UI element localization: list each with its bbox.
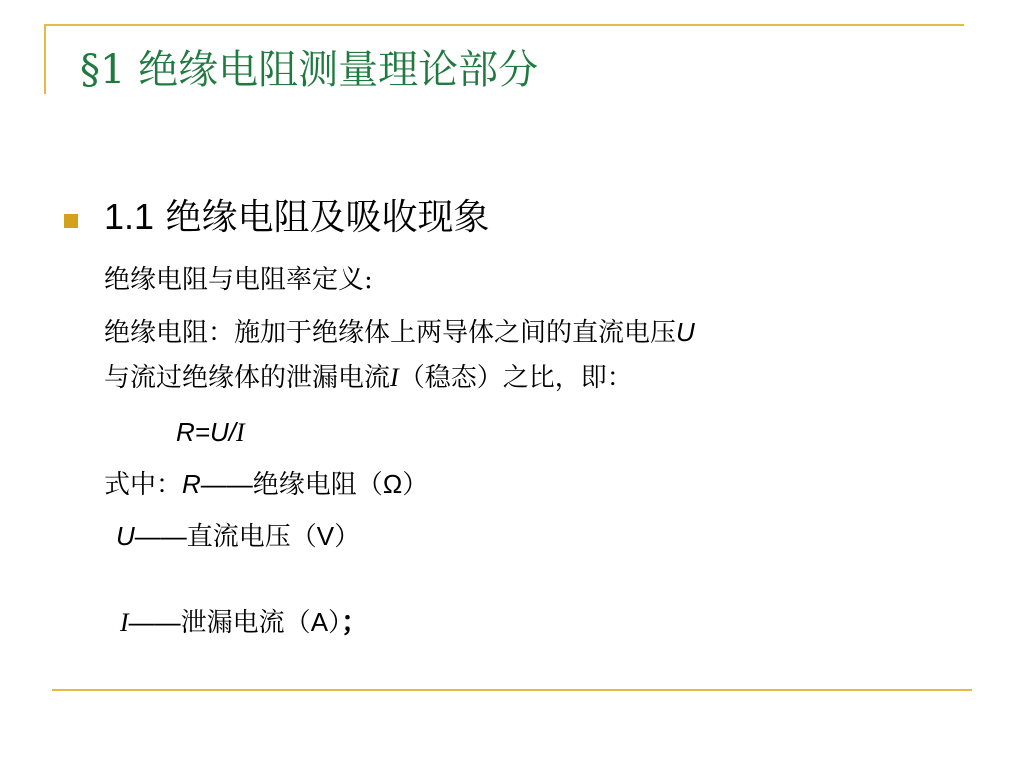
voltage-line-symbol: U xyxy=(116,521,135,551)
section-heading-text: 绝缘电阻及吸收现象 xyxy=(165,197,490,238)
voltage-line-meaning: 直流电压（ xyxy=(186,522,317,552)
formula-lhs: R=U/ xyxy=(176,417,236,447)
where-unit: Ω xyxy=(382,469,403,499)
voltage-line-unit: V xyxy=(316,521,335,551)
where-meaning: 绝缘电阻（ xyxy=(252,470,383,500)
voltage-line-dash: —— xyxy=(134,521,187,551)
definition-line-2 xyxy=(104,360,633,396)
current-line-end: ； xyxy=(341,605,370,638)
current-symbol: I xyxy=(390,363,399,392)
top-rule xyxy=(44,24,964,26)
current-line-meaning: 泄漏电流（ xyxy=(180,608,311,638)
current-line-unit: A xyxy=(310,607,329,637)
voltage-symbol: U xyxy=(676,317,695,347)
where-line xyxy=(104,466,428,503)
current-line xyxy=(120,604,369,641)
slide-title: §1 绝缘电阻测量理论部分 xyxy=(80,47,539,93)
voltage-line xyxy=(116,518,360,555)
where-symbol: R xyxy=(182,469,201,499)
definition-line-2-before: 与流过绝缘体的泄漏电流 xyxy=(104,363,391,393)
where-dash: —— xyxy=(200,469,253,499)
voltage-line-close: ） xyxy=(334,522,361,552)
section-number: 1.1 xyxy=(104,196,155,237)
definition-line-1-text: 绝缘电阻：施加于绝缘体上两导体之间的直流电压 xyxy=(104,318,677,348)
square-bullet-icon xyxy=(64,214,78,228)
section-heading xyxy=(104,192,490,243)
current-line-dash: —— xyxy=(128,607,181,637)
current-line-close: ） xyxy=(328,608,342,638)
definition-line-2-after: （稳态）之比，即： xyxy=(398,363,633,393)
where-close: ） xyxy=(402,470,429,500)
formula-rhs: I xyxy=(235,418,245,447)
current-line-symbol: I xyxy=(120,608,129,637)
definition-intro: 绝缘电阻与电阻率定义: xyxy=(104,265,373,295)
formula xyxy=(176,414,245,451)
left-rule xyxy=(44,24,46,94)
bottom-rule xyxy=(52,689,972,691)
where-prefix: 式中： xyxy=(104,470,183,500)
definition-line-1 xyxy=(104,314,695,351)
